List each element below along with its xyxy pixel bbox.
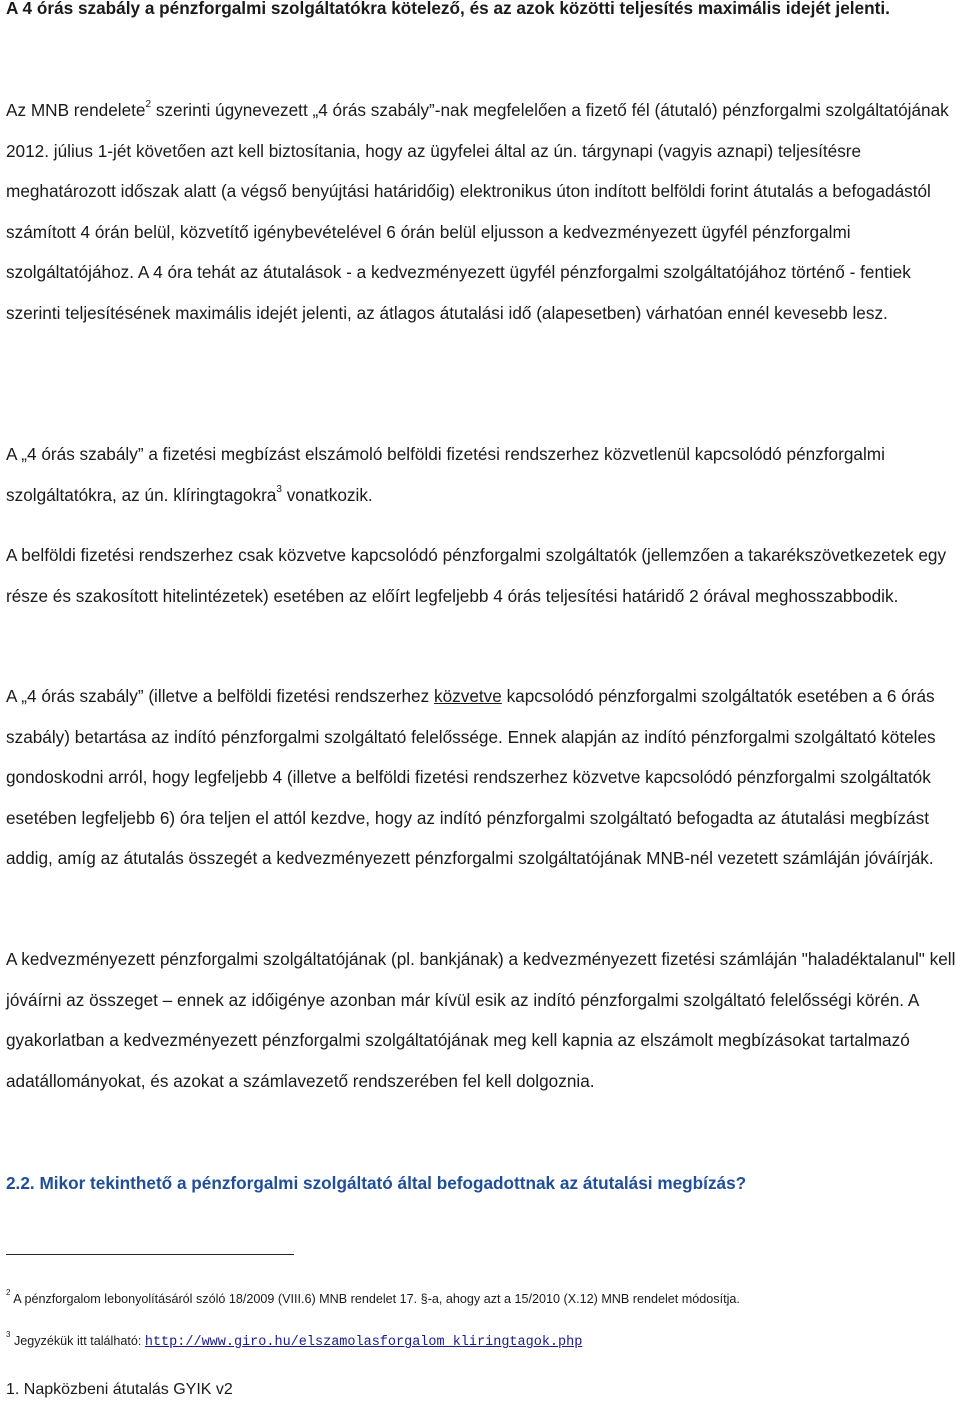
footnote-3 — [6, 1329, 583, 1352]
paragraph-mnb-rule-start: Az MNB rendelete — [6, 100, 146, 120]
paragraph-responsibility — [6, 676, 960, 879]
footnote-2-number: 2 — [6, 1287, 11, 1297]
paragraph-beneficiary-crediting: A kedvezményezett pénzforgalmi szolgáltatójának (pl. bankjának) a kedvezményezett fizetési számláján "haladéktalanul" kell jóváírni az összeget – ennek az időigénye azonban már kívül esik az indító pénzforgalmi szolgáltató felelősségi körén. A gyakorlatban a kedvezményezett pénzforgalmi szolgáltatójának meg kell kapnia az elszámolt megbízásokat tartalmazó adatállományokat, és azokat a számlavezető rendszerében fel kell dolgoznia. — [6, 949, 956, 1091]
clearing-members-link[interactable]: http://www.giro.hu/elszamolasforgalom_kliringtagok.php — [144, 1335, 583, 1350]
paragraph-clearing-members-rest: vonatkozik. — [281, 484, 373, 505]
paragraph-indirect-providers: A belföldi fizetési rendszerhez csak közvetve kapcsolódó pénzforgalmi szolgáltatók (jellemzően a takarékszövetkezetek egy része és szakosított hitelintézetek) esetében az előírt legfeljebb 4 órás teljesítési határidő 2 órával meghosszabbodik. — [6, 545, 947, 606]
paragraph-responsibility-start: A „4 órás szabály” (illetve a belföldi fizetési rendszerhez — [6, 686, 434, 706]
footnote-ref-3[interactable]: 3 — [276, 483, 282, 495]
footnote-separator — [6, 1254, 294, 1255]
paragraph-clearing-members-start: A „4 órás szabály” a fizetési megbízást elszámoló belföldi fizetési rendszerhez közvetlenül kapcsolódó pénzforgalmi szolgáltatókra, az ún. klíringtagokra — [6, 444, 885, 505]
footnote-2-text: A pénzforgalom lebonyolításáról szóló 18/2009 (VIII.6) MNB rendelet 17. §-a, ahogy azt a 15/2010 (X.12) MNB rendelet módosítja. — [10, 1292, 740, 1306]
underlined-word-kozvetve: közvetve — [433, 686, 502, 706]
section-heading: 2.2. Mikor tekinthető a pénzforgalmi szolgáltató által befogadottnak az átutalási megbízás? — [6, 1173, 747, 1193]
footnote-3-number: 3 — [6, 1329, 11, 1339]
footnote-3-text: Jegyzékük itt található: — [10, 1334, 145, 1348]
footnote-ref-2[interactable]: 2 — [145, 99, 152, 111]
paragraph-mnb-rule — [6, 90, 960, 333]
footnote-2 — [6, 1287, 740, 1308]
paragraph-responsibility-rest: kapcsolódó pénzforgalmi szolgáltatók esetében a 6 órás szabály) betartása az indító pénzforgalmi szolgáltató felelőssége. Ennek alapján az indító pénzforgalmi szolgáltató köteles gondoskodni arról, hogy legfeljebb 4 (illetve a belföldi fizetési rendszerhez közvetve kapcsolódó pénzforgalmi szolgáltatók esetében legfeljebb 6) óra teljen el attól kezdve, hogy az indító pénzforgalmi szolgáltató befogadta az átutalási megbízást addig, amíg az átutalás összegét a kedvezményezett pénzforgalmi szolgáltatójának MNB-nél vezetett számláján jóváírják. — [6, 686, 936, 868]
paragraph-clearing-members — [6, 434, 960, 515]
paragraph-mnb-rule-rest: szerinti úgynevezett „4 órás szabály”-nak megfelelően a fizető fél (átutaló) pénzforgalmi szolgáltatójának 2012. július 1-jét követően azt kell biztosítania, hogy az ügyfelei által az ún. tárgynapi (vagyis aznapi) teljesítésre meghatározott időszak alatt (a végső benyújtási határidőig) elektronikus úton indított belföldi forint átutalás a befogadástól számított 4 órán belül, közvetítő igénybevételével 6 órán belül eljusson a kedvezményezett ügyfél pénzforgalmi szolgáltatójához. A 4 óra tehát az átutalások - a kedvezményezett ügyfél pénzforgalmi szolgáltatójához történő - fentiek szerinti teljesítésének maximális idejét jelenti, az átlagos átutalási idő (alapesetben) várhatóan ennél kevesebb lesz. — [6, 100, 949, 323]
page-footer: 1. Napközbeni átutalás GYIK v2 — [6, 1381, 233, 1398]
intro-bold-paragraph: A 4 órás szabály a pénzforgalmi szolgáltatókra kötelező, és az azok közötti teljesítés maximális idejét jelenti. — [6, 0, 890, 18]
